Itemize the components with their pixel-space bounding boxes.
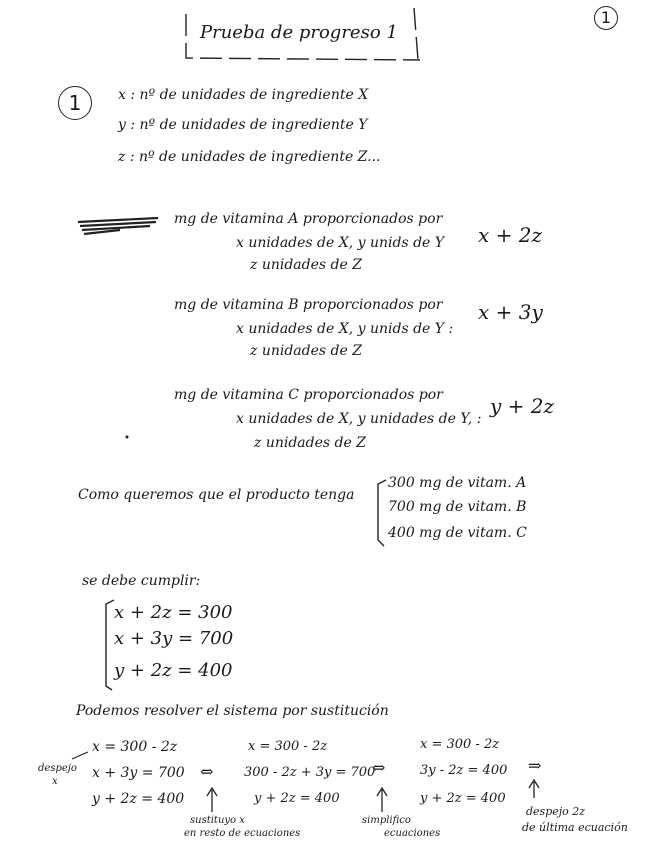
left-note-line1: despejo	[38, 763, 77, 774]
system-intro: se debe cumplir:	[82, 573, 201, 589]
requirement-item-b: 700 mg de vitam. B	[388, 499, 527, 515]
requirement-item-c: 400 mg de vitam. C	[388, 525, 527, 541]
note2-line2: ecuaciones	[384, 828, 441, 839]
vitamin-a-expression: x + 2z	[478, 223, 543, 247]
col3-eq3: y + 2z = 400	[420, 791, 506, 806]
col2-eq2: 300 - 2z + 3y = 700	[244, 765, 376, 780]
left-note-line2: x	[52, 776, 58, 787]
equation-3: y + 2z = 400	[114, 660, 233, 681]
vitamin-c-line1: mg de vitamina C proporcionados por	[174, 387, 443, 403]
note3-line1: despejo 2z	[526, 805, 586, 818]
vitamin-b-expression: x + 3y	[478, 300, 543, 324]
vitamin-b-line2: x unidades de X, y unids de Y :	[236, 321, 454, 337]
variable-y: y : nº de unidades de ingrediente Y	[118, 117, 368, 133]
page-number-text: 1	[600, 8, 612, 27]
note1-line1: sustituyo x	[190, 815, 245, 826]
requirement-item-a: 300 mg de vitam. A	[388, 475, 527, 491]
col2-eq3: y + 2z = 400	[254, 791, 340, 806]
solve-intro: Podemos resolver el sistema por sustitución	[76, 703, 389, 719]
col1-eq2: x + 3y = 700	[92, 765, 185, 781]
note2-line1: simplifico	[362, 815, 411, 826]
variable-x: x : nº de unidades de ingrediente X	[118, 87, 369, 103]
vitamin-a-line3: z unidades de Z	[250, 257, 362, 273]
col3-eq1: x = 300 - 2z	[420, 737, 500, 752]
exercise-number-text: 1	[68, 91, 82, 115]
equation-1: x + 2z = 300	[114, 602, 233, 623]
scribble-mark	[78, 218, 158, 234]
requirement-intro: Como queremos que el producto tenga	[78, 487, 355, 503]
equation-2: x + 3y = 700	[114, 628, 234, 649]
equivalence-arrow-1: ⇔	[200, 762, 214, 781]
vitamin-b-line1: mg de vitamina B proporcionados por	[174, 297, 443, 313]
vitamin-c-expression: y + 2z	[490, 394, 555, 418]
page-title: Prueba de progreso 1	[200, 22, 398, 43]
note3-line2: de última ecuación	[522, 821, 628, 834]
implies-arrow: ⇒	[528, 756, 542, 775]
col1-eq1: x = 300 - 2z	[92, 739, 178, 755]
vitamin-a-line1: mg de vitamina A proporcionados por	[174, 211, 443, 227]
note1-line2: en resto de ecuaciones	[184, 828, 301, 839]
vitamin-c-line2: x unidades de X, y unidades de Y, :	[236, 411, 482, 427]
exercise-number	[58, 86, 92, 120]
vitamin-b-line3: z unidades de Z	[250, 343, 362, 359]
col3-eq2: 3y - 2z = 400	[420, 763, 508, 778]
vitamin-c-line3: z unidades de Z	[254, 435, 366, 451]
variable-z: z : nº de unidades de ingrediente Z...	[118, 149, 381, 165]
equivalence-arrow-2: ⇔	[372, 758, 386, 777]
col1-eq3: y + 2z = 400	[92, 791, 185, 807]
vitamin-a-line2: x unidades de X, y unids de Y	[236, 235, 445, 251]
col2-eq1: x = 300 - 2z	[248, 739, 328, 754]
